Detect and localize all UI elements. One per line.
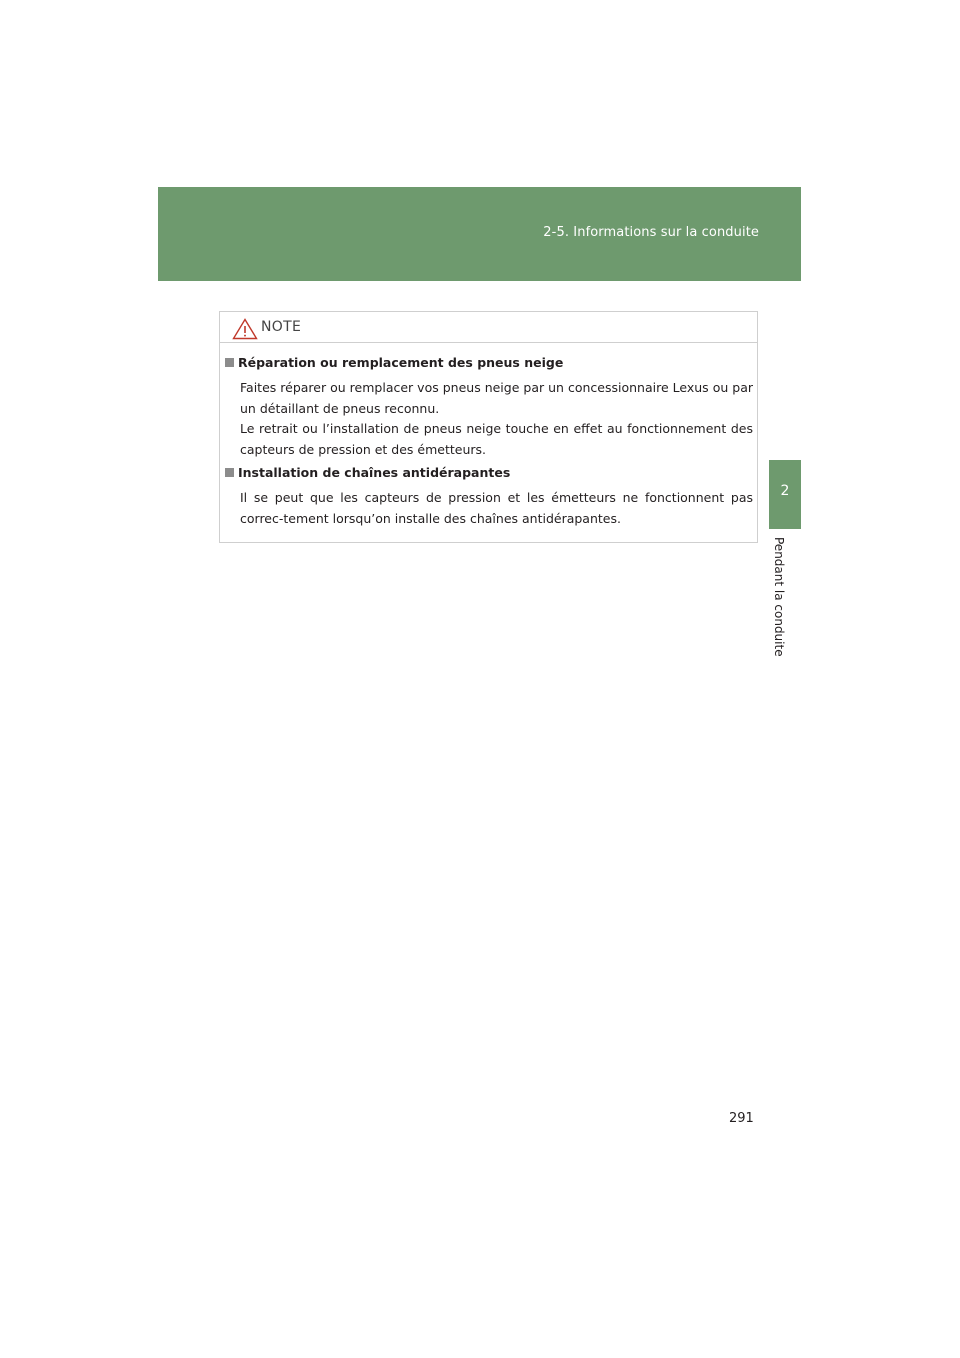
- section-heading: [225, 465, 510, 480]
- page-number: 291: [729, 1111, 754, 1126]
- chapter-tab: [769, 460, 801, 529]
- section-header-band: [158, 187, 801, 281]
- section-body: [240, 378, 753, 460]
- note-box: [219, 311, 758, 543]
- chapter-side-label: [772, 537, 796, 667]
- paragraph: Le retrait ou l’installation de pneus neige touche en effet au fonctionnement des capteurs de pression et des émetteurs.: [240, 421, 753, 457]
- paragraph: Faites réparer ou remplacer vos pneus neige par un concessionnaire Lexus ou par un détaillant de pneus reconnu.: [240, 380, 753, 416]
- section-heading-text: Installation de chaînes antidérapantes: [238, 465, 511, 480]
- section-title: 2-5. Informations sur la conduite: [543, 225, 759, 240]
- square-bullet-icon: [225, 358, 234, 367]
- chapter-number: 2: [780, 483, 790, 499]
- warning-triangle-icon: [232, 318, 258, 340]
- chapter-label: Pendant la conduite: [772, 537, 786, 657]
- square-bullet-icon: [225, 468, 234, 477]
- section-body: [240, 488, 753, 529]
- paragraph: Il se peut que les capteurs de pression et les émetteurs ne fonctionnent pas correc-tement lorsqu’on installe des chaînes antidérapantes.: [240, 490, 753, 526]
- section-heading-text: Réparation ou remplacement des pneus neige: [238, 355, 564, 370]
- note-header: [220, 312, 757, 343]
- note-title: NOTE: [261, 319, 302, 335]
- section-heading: [225, 355, 563, 370]
